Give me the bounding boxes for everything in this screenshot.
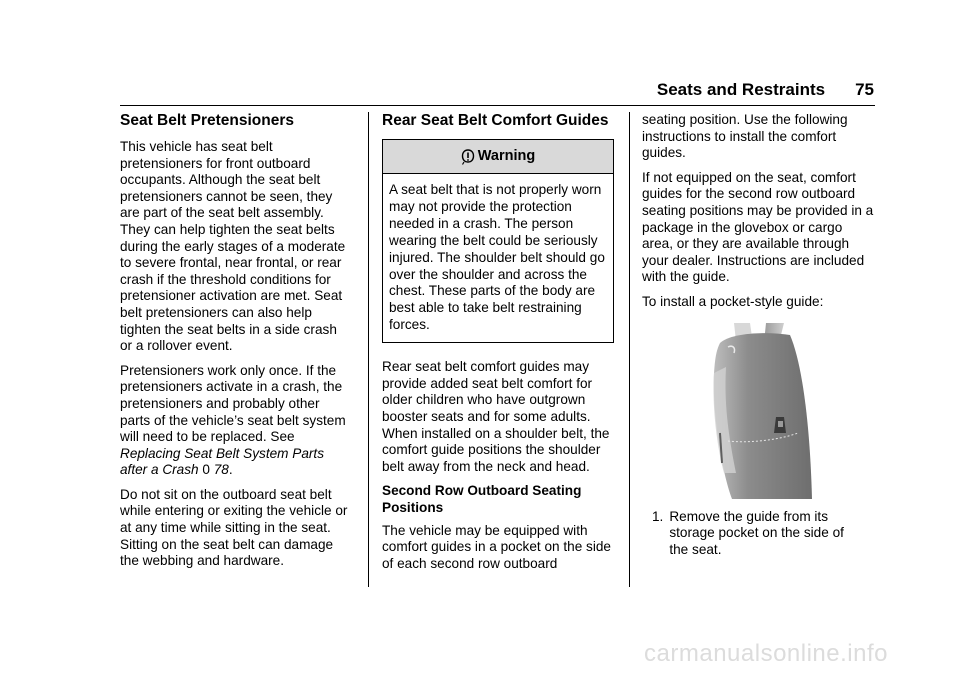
- paragraph: This vehicle has seat belt pretensioners for front outboard occupants. Although the seat belt pretensioners cannot be seen, they are part of the seat belt assembly. They can help tighten the seat belts during the early stages of a moderate to severe frontal, near frontal, or rear crash if the threshold conditions for pretensioner activation are met. Seat belt pretensioners can also help tighten the seat belts in a side crash or a rollover event.: [120, 139, 346, 354]
- page-header: [657, 80, 874, 100]
- step-number: 1.: [652, 508, 664, 524]
- warning-header: [383, 140, 613, 174]
- paragraph-text: .: [228, 462, 233, 478]
- column-3: [642, 112, 874, 558]
- paragraph: Do not sit on the outboard seat belt while entering or exiting the vehicle or at any time while sitting in the seat. Sitting on the seat belt can damage the webbing and hardware.: [120, 486, 348, 569]
- column-divider: [368, 112, 369, 587]
- paragraph: seating position. Use the following instructions to install the comfort guides.: [642, 112, 848, 161]
- paragraph: Rear seat belt comfort guides may provide added seat belt comfort for older children who have outgrown booster seats and for some adults. When installed on a shoulder belt, the comfort guide positions the shoulder belt away from the neck and head.: [382, 359, 610, 474]
- section-title: Seats and Restraints: [656, 80, 826, 99]
- seat-comfort-guide-illustration: [642, 323, 874, 499]
- list-item: [642, 509, 874, 559]
- warning-text: A seat belt that is not properly worn may not provide the protection needed in a crash. The person wearing the belt could be seriously injured. The shoulder belt should go over the shoulder and across the chest. These parts of the body are best able to take belt restraining forces.: [389, 182, 605, 333]
- column-divider: [629, 112, 630, 587]
- section-heading: Rear Seat Belt Comfort Guides: [382, 112, 609, 129]
- warning-box: [382, 139, 614, 343]
- header-rule: [120, 105, 875, 106]
- paragraph: If not equipped on the seat, comfort guides for the second row outboard seating positions may be provided in a package in the glovebox or cargo area, or they are available through your dealer. Instructions are included with the guide.: [642, 169, 874, 285]
- column-2: [382, 112, 614, 580]
- warning-icon: [461, 149, 475, 165]
- page-ref-icon: 0: [202, 462, 210, 478]
- step-text: Remove the guide from its storage pocket on the side of the seat.: [669, 508, 844, 557]
- section-heading: Seat Belt Pretensioners: [120, 112, 295, 129]
- page-number: 75: [855, 80, 874, 99]
- cross-reference-link[interactable]: Replacing Seat Belt System Parts after a Crash: [120, 445, 324, 478]
- paragraph: [120, 363, 352, 479]
- warning-title: Warning: [477, 148, 536, 164]
- cross-reference-page[interactable]: 78: [213, 462, 229, 478]
- watermark: carmanualsonline.info: [644, 640, 888, 667]
- subheading: Second Row Outboard Seating Positions: [382, 483, 582, 515]
- seat-pocket-image: [706, 323, 818, 499]
- column-1: [120, 112, 352, 578]
- paragraph: The vehicle may be equipped with comfort guides in a pocket on the side of each second row outboard: [382, 522, 611, 571]
- paragraph-text: Pretensioners work only once. If the pretensioners activate in a crash, the pretensioners and probably other parts of the vehicle’s seat belt system will need to be replaced. See: [120, 362, 346, 445]
- paragraph: To install a pocket-style guide:: [642, 293, 824, 309]
